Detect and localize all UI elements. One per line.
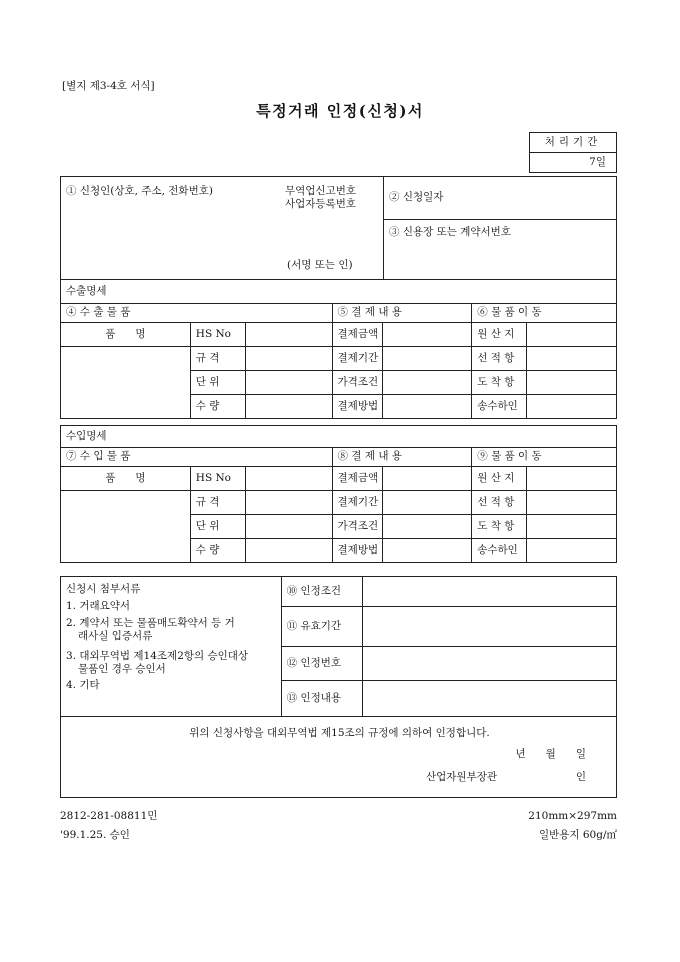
import-recipient-label: 송수하인 [472,539,527,563]
declaration-text: 위의 신청사항을 대외무역법 제15조의 규정에 의하여 인정합니다. [189,727,490,739]
approval-validity-field[interactable] [363,607,617,647]
import-recipient-field[interactable] [527,539,617,563]
applicant-field[interactable] [61,177,384,280]
declaration-seal: 인 [575,771,586,783]
import-amount-field[interactable] [383,467,472,491]
approval-validity-label: ⑪ 유효기간 [281,607,363,647]
signature-label: (서명 또는 인) [287,259,353,271]
declaration-cell [61,717,617,798]
import-hs-field[interactable] [245,467,332,491]
export-period-field[interactable] [383,347,472,371]
export-method-field[interactable] [383,395,472,419]
import-payment-header: ⑧ 결 제 내 용 [332,448,472,467]
applicant-label: ① 신청인(상호, 주소, 전화번호) [66,185,213,197]
declaration-authority: 산업자원부장관 [426,771,498,783]
approval-conditions-label: ⑩ 인정조건 [281,577,363,607]
approval-number-field[interactable] [363,646,617,680]
approval-conditions-field[interactable] [363,577,617,607]
export-hs-field[interactable] [245,323,332,347]
import-terms-field[interactable] [383,515,472,539]
import-arrival-field[interactable] [527,515,617,539]
footer-code: 2812-281-08811민 [60,810,158,822]
approval-content-field[interactable] [363,681,617,717]
export-recipient-label: 송수하인 [472,395,527,419]
export-terms-field[interactable] [383,371,472,395]
attachments-cell [61,577,282,717]
footer-paper: 일반용지 60g/㎡ [538,829,617,841]
import-item-name-label: 품 명 [61,467,191,491]
export-section-label: 수출명세 [61,280,617,304]
attachment-item-2: 2. 계약서 또는 물품매도확약서 등 거 [66,617,235,630]
import-origin-field[interactable] [527,467,617,491]
export-period-label: 결제기간 [332,347,383,371]
export-amount-label: 결제금액 [332,323,383,347]
attachment-item-1: 1. 거래요약서 [66,600,131,613]
import-unit-label: 단 위 [190,515,245,539]
export-qty-field[interactable] [245,395,332,419]
export-spec-field[interactable] [245,347,332,371]
approval-content-label: ⑬ 인정내용 [281,681,363,717]
import-loading-field[interactable] [527,491,617,515]
import-unit-field[interactable] [245,515,332,539]
footer-approved: '99.1.25. 승인 [60,829,130,841]
export-origin-field[interactable] [527,323,617,347]
export-arrival-label: 도 착 항 [472,371,527,395]
attachment-item-3: 3. 대외무역법 제14조제2항의 승인대상 [66,649,249,662]
import-table [60,425,617,563]
import-section-label: 수입명세 [61,426,617,448]
export-item-name-label: 품 명 [61,323,191,347]
footer-size: 210mm×297mm [528,810,617,822]
export-qty-label: 수 량 [190,395,245,419]
export-table [60,279,617,419]
export-origin-label: 원 산 지 [472,323,527,347]
import-arrival-label: 도 착 항 [472,515,527,539]
import-spec-field[interactable] [245,491,332,515]
form-code: [별지 제3-4호 서식] [62,80,155,92]
import-qty-label: 수 량 [190,539,245,563]
import-movement-header: ⑨ 물 품 이 동 [472,448,617,467]
lc-number-field[interactable] [384,220,617,280]
export-loading-field[interactable] [527,347,617,371]
export-movement-header: ⑥ 물 품 이 동 [472,304,617,323]
import-qty-field[interactable] [245,539,332,563]
lc-number-label: ③ 신용장 또는 계약서번호 [389,226,511,238]
import-period-field[interactable] [383,491,472,515]
import-period-label: 결제기간 [332,491,383,515]
page-title: 특정거래 인정(신청)서 [256,102,424,120]
import-origin-label: 원 산 지 [472,467,527,491]
declaration-date: 년 월 일 [515,748,586,760]
export-arrival-field[interactable] [527,371,617,395]
import-method-label: 결제방법 [332,539,383,563]
export-item-name-field[interactable] [61,347,191,419]
export-terms-label: 가격조건 [332,371,383,395]
trade-reg-label: 무역업신고번호 [285,185,357,197]
import-terms-label: 가격조건 [332,515,383,539]
export-loading-label: 선 적 항 [472,347,527,371]
approval-table [60,576,617,798]
biz-reg-label: 사업자등록번호 [285,198,357,211]
export-amount-field[interactable] [383,323,472,347]
export-recipient-field[interactable] [527,395,617,419]
import-spec-label: 규 격 [190,491,245,515]
export-method-label: 결제방법 [332,395,383,419]
attachment-item-4: 4. 기타 [66,678,100,691]
apply-date-label: ② 신청일자 [389,191,444,204]
applicant-table [60,176,617,280]
export-goods-header: ④ 수 출 물 품 [61,304,333,323]
approval-number-label: ⑫ 인정번호 [281,646,363,680]
export-hs-label: HS No [190,323,245,347]
attachments-label: 신청시 첨부서류 [66,583,141,595]
processing-period-field[interactable]: 7일 [530,153,617,173]
export-spec-label: 규 격 [190,347,245,371]
import-amount-label: 결제금액 [332,467,383,491]
export-unit-label: 단 위 [190,371,245,395]
apply-date-field[interactable] [384,177,617,220]
import-method-field[interactable] [383,539,472,563]
export-payment-header: ⑤ 결 제 내 용 [332,304,472,323]
processing-period-box [529,132,617,173]
import-hs-label: HS No [190,467,245,491]
import-loading-label: 선 적 항 [472,491,527,515]
import-goods-header: ⑦ 수 입 물 품 [61,448,333,467]
import-item-name-field[interactable] [61,491,191,563]
attachment-item-3-cont: 물품인 경우 승인서 [78,662,166,675]
attachment-item-2-cont: 래사실 입증서류 [78,630,153,643]
export-unit-field[interactable] [245,371,332,395]
processing-label: 처리기간 [530,133,617,153]
